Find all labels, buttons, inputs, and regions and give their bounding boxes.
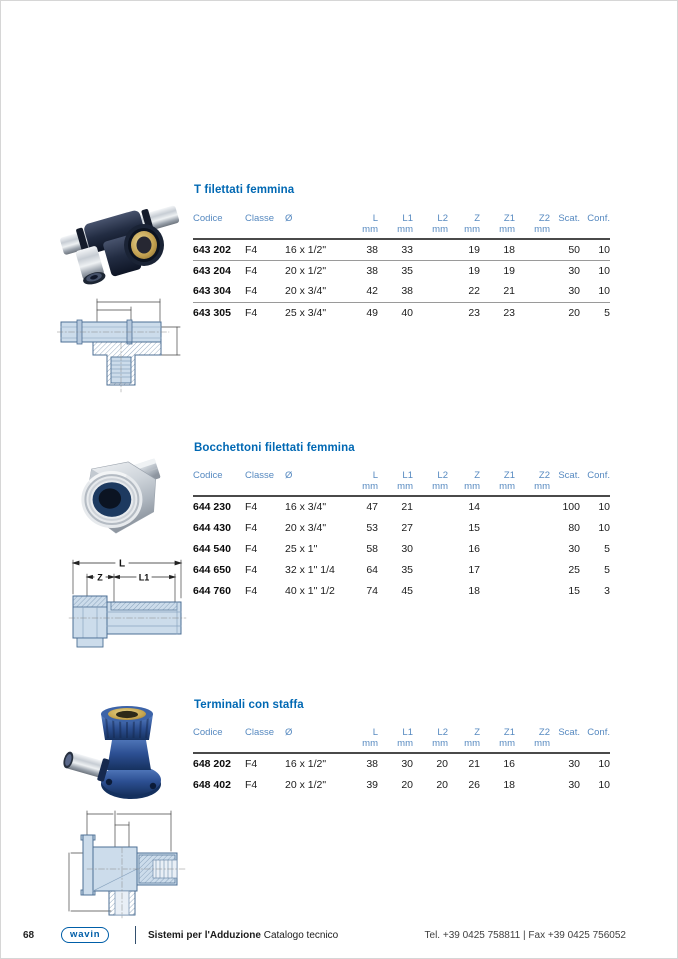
table-cell: F4 (245, 264, 258, 277)
column-header: Z mm (448, 723, 480, 753)
table-t-filettati (193, 209, 610, 323)
table-cell: 3 (604, 584, 610, 597)
table-cell: 16 (468, 542, 480, 555)
table-cell (515, 302, 550, 323)
table-cell: 5 (604, 306, 610, 319)
table-cell (413, 538, 448, 559)
footer-divider (135, 926, 136, 944)
doc-title-bold: Sistemi per l'Adduzione (148, 930, 261, 941)
cell-codice: 644 760 (193, 584, 231, 597)
column-header: L mm (343, 723, 378, 753)
column-header: Scat. (550, 723, 580, 753)
section-title-bocchettoni: Bocchettoni filettati femmina (194, 442, 355, 454)
table-cell: 20 x 3/4" (285, 521, 327, 534)
table-cell (480, 538, 515, 559)
table-cell: 80 (568, 521, 580, 534)
column-header: Z2 mm (515, 466, 550, 496)
table-cell: 10 (598, 778, 610, 791)
table-row (193, 559, 610, 580)
table-cell: 20 x 1/2" (285, 778, 327, 791)
table-cell: 20 (568, 306, 580, 319)
table-cell (480, 496, 515, 517)
table-cell: 21 (401, 501, 413, 513)
product-photo-union (61, 448, 173, 546)
table-cell: 17 (468, 563, 480, 576)
column-header: Ø (285, 209, 343, 239)
table-cell: 16 (503, 758, 515, 770)
table-bocchettoni (193, 466, 610, 601)
table-cell (413, 260, 448, 281)
table-cell: 35 (401, 264, 413, 277)
table-cell: 15 (468, 521, 480, 534)
table-row (193, 302, 610, 323)
table-cell: 22 (448, 281, 480, 302)
table-row (193, 517, 610, 538)
table-cell: 40 x 1" 1/2 (285, 584, 335, 597)
cell-codice: 644 230 (193, 501, 231, 513)
table-cell: 35 (401, 563, 413, 576)
table-cell (413, 559, 448, 580)
table-cell: 16 x 3/4" (285, 501, 327, 513)
cell-codice: 648 402 (193, 778, 231, 791)
dim-label-l1: L1 (138, 572, 150, 583)
table-cell (515, 517, 550, 538)
table-cell: 49 (366, 306, 378, 319)
table-cell: 38 (366, 264, 378, 277)
table-terminali (193, 723, 610, 795)
table-cell: 14 (468, 501, 480, 513)
table-cell: 38 (343, 239, 378, 260)
wavin-logo-text: wavin (70, 929, 101, 940)
table-cell: 10 (598, 521, 610, 534)
table-cell: 30 (401, 758, 413, 770)
table-cell: F4 (245, 281, 285, 302)
table-cell: 10 (598, 264, 610, 277)
table-row (193, 281, 610, 302)
table-cell: 25 x 1" (285, 542, 318, 555)
table-cell: 30 (550, 281, 580, 302)
table-cell: 58 (366, 542, 378, 555)
table-cell: 16 x 1/2" (285, 758, 327, 770)
column-header: Z1 mm (480, 723, 515, 753)
table-cell: 5 (604, 563, 610, 576)
table-cell: 100 (562, 501, 580, 513)
table-cell (515, 496, 550, 517)
table-cell: F4 (245, 501, 258, 513)
column-header: L2 mm (413, 466, 448, 496)
table-cell (413, 517, 448, 538)
column-header: Z mm (448, 466, 480, 496)
table-cell: 39 (366, 778, 378, 791)
table-cell: 20 (401, 778, 413, 791)
table-cell (413, 496, 448, 517)
table-cell (515, 281, 550, 302)
table-cell (480, 559, 515, 580)
column-header: Conf. (580, 466, 610, 496)
table-cell (480, 580, 515, 601)
table-cell (515, 260, 550, 281)
table-cell: 47 (366, 501, 378, 513)
table-cell: 21 (480, 281, 515, 302)
cell-codice: 644 650 (193, 563, 231, 576)
table-cell: 30 (401, 542, 413, 555)
table-cell: 19 (448, 239, 480, 260)
table-cell: 30 (568, 758, 580, 770)
column-header: L1 mm (378, 209, 413, 239)
cell-codice: 648 202 (193, 758, 231, 770)
table-cell (515, 538, 550, 559)
column-header: L mm (343, 466, 378, 496)
wavin-logo (61, 927, 109, 943)
table-row (193, 753, 610, 774)
table-cell: 64 (366, 563, 378, 576)
table-cell: 10 (580, 239, 610, 260)
table-cell: 40 (401, 306, 413, 319)
table-cell: 25 (568, 563, 580, 576)
cell-codice: 644 430 (193, 521, 231, 534)
column-header: Classe (245, 209, 285, 239)
footer-doc-title (148, 930, 338, 941)
table-cell: 19 (468, 264, 480, 277)
doc-title-regular: Catalogo tecnico (263, 930, 339, 941)
column-header: Codice (193, 723, 245, 753)
table-cell (413, 239, 448, 260)
column-header: Z2 mm (515, 209, 550, 239)
table-row (193, 260, 610, 281)
table-cell: 20 x 1/2" (285, 264, 327, 277)
table-cell: 45 (401, 584, 413, 597)
page-number: 68 (23, 930, 35, 941)
table-cell: F4 (245, 542, 258, 555)
column-header: L1 mm (378, 466, 413, 496)
dim-label-l: L (118, 558, 126, 570)
table-cell (413, 302, 448, 323)
technical-drawing-union (57, 552, 187, 652)
column-header: Scat. (550, 209, 580, 239)
table-cell: F4 (245, 239, 285, 260)
table-cell (480, 517, 515, 538)
table-cell: 30 (568, 264, 580, 277)
table-cell: 50 (550, 239, 580, 260)
table-cell: 15 (568, 584, 580, 597)
column-header: Ø (285, 466, 343, 496)
column-header: Z mm (448, 209, 480, 239)
table-cell: 20 (436, 778, 448, 791)
table-cell: 23 (503, 306, 515, 319)
column-header: Scat. (550, 466, 580, 496)
cell-codice: 643 304 (193, 281, 245, 302)
table-cell (515, 774, 550, 795)
table-cell: 10 (580, 281, 610, 302)
cell-codice: 643 204 (193, 264, 231, 277)
table-row (193, 538, 610, 559)
product-photo-t-fitting (59, 185, 184, 291)
table-cell: F4 (245, 758, 258, 770)
table-cell: 18 (480, 239, 515, 260)
table-cell (413, 281, 448, 302)
table-cell: 23 (468, 306, 480, 319)
table-cell: 5 (604, 542, 610, 555)
table-cell (515, 239, 550, 260)
column-header: Z1 mm (480, 466, 515, 496)
column-header: Codice (193, 466, 245, 496)
table-cell: 38 (378, 281, 413, 302)
table-cell: F4 (245, 584, 258, 597)
column-header: Conf. (580, 209, 610, 239)
column-header: L2 mm (413, 209, 448, 239)
table-cell: 19 (503, 264, 515, 277)
table-cell (413, 580, 448, 601)
section-title-t-filettati: T filettati femmina (194, 184, 295, 196)
table-cell: F4 (245, 306, 258, 319)
table-cell: 10 (598, 758, 610, 770)
cell-codice: 644 540 (193, 542, 231, 555)
table-row (193, 774, 610, 795)
column-header: L2 mm (413, 723, 448, 753)
table-cell: 25 x 3/4" (285, 306, 327, 319)
table-cell: 26 (468, 778, 480, 791)
table-cell: 32 x 1" 1/4 (285, 563, 335, 576)
column-header: Codice (193, 209, 245, 239)
table-cell: F4 (245, 521, 258, 534)
column-header: Classe (245, 723, 285, 753)
table-cell: 30 (568, 778, 580, 791)
table-cell (515, 580, 550, 601)
technical-drawing-t-fitting (57, 293, 185, 393)
table-cell: 20 (436, 758, 448, 770)
table-cell: 74 (366, 584, 378, 597)
table-cell: 27 (401, 521, 413, 534)
table-cell: 42 (343, 281, 378, 302)
table-cell: 18 (468, 584, 480, 597)
table-row (193, 239, 610, 260)
table-cell: 38 (366, 758, 378, 770)
column-header: Z2 mm (515, 723, 550, 753)
column-header: L1 mm (378, 723, 413, 753)
footer-contact: Tel. +39 0425 758811 | Fax +39 0425 756052 (424, 930, 626, 941)
table-cell: 10 (598, 501, 610, 513)
column-header: Classe (245, 466, 285, 496)
table-row (193, 580, 610, 601)
section-title-terminali: Terminali con staffa (194, 699, 304, 711)
table-cell (515, 559, 550, 580)
column-header: Conf. (580, 723, 610, 753)
technical-drawing-wall-terminal (57, 807, 189, 919)
table-cell: 18 (503, 778, 515, 791)
table-cell: F4 (245, 778, 258, 791)
table-cell: 33 (378, 239, 413, 260)
dim-label-z: Z (97, 572, 103, 583)
table-cell: F4 (245, 563, 258, 576)
table-cell: 30 (568, 542, 580, 555)
table-cell: 53 (366, 521, 378, 534)
column-header: Z1 mm (480, 209, 515, 239)
column-header: Ø (285, 723, 343, 753)
table-cell (515, 753, 550, 774)
cell-codice: 643 202 (193, 239, 245, 260)
table-cell: 20 x 3/4" (285, 281, 343, 302)
table-cell: 16 x 1/2" (285, 239, 343, 260)
cell-codice: 643 305 (193, 306, 231, 319)
table-cell: 21 (468, 758, 480, 770)
product-photo-wall-terminal (63, 702, 181, 804)
column-header: L mm (343, 209, 378, 239)
table-row (193, 496, 610, 517)
